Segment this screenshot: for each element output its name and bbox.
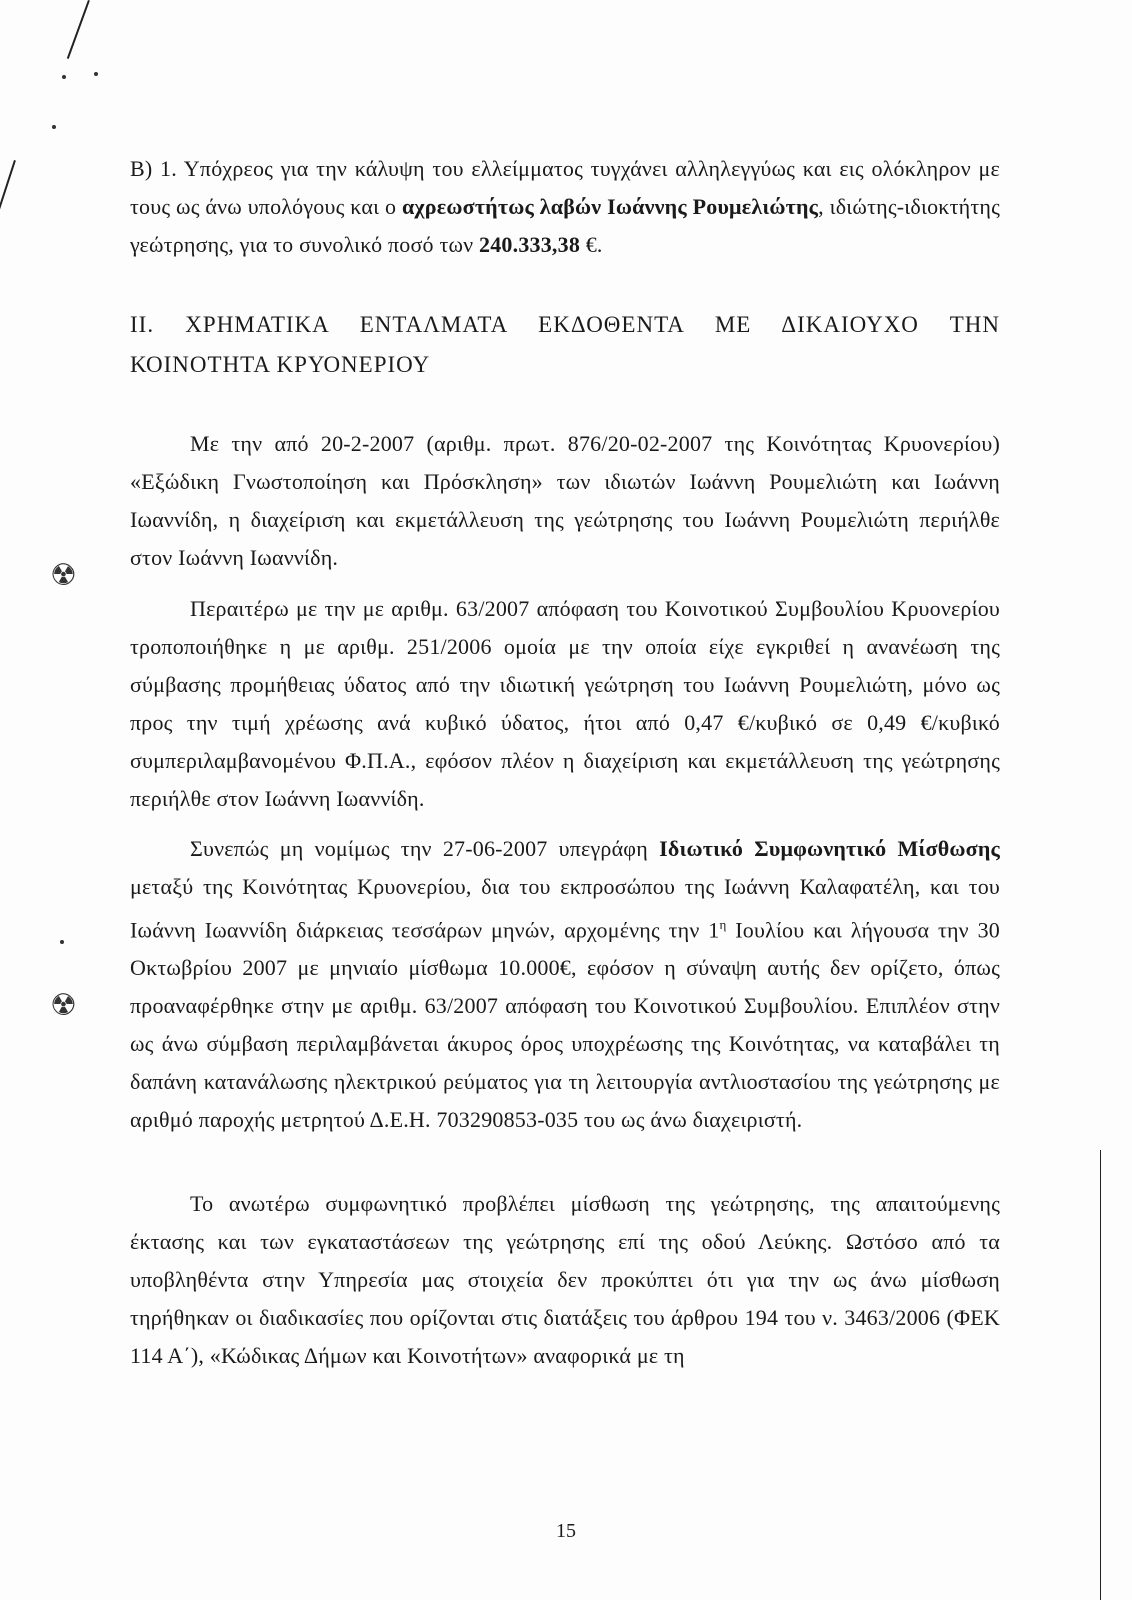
paragraph-3 [130, 830, 1000, 1139]
scan-dot [94, 72, 98, 76]
section-b-currency: €. [580, 232, 603, 257]
section-ii-heading [130, 305, 1000, 385]
margin-annotation-icon: ☢ [50, 558, 77, 593]
scan-dot [52, 125, 56, 129]
paragraph-3-bold: Ιδιωτικό Συμφωνητικό Μίσθωσης [659, 836, 1000, 861]
section-b-bold-name: αχρεωστήτως λαβών Ιωάννης Ρουμελιώτης [401, 194, 819, 219]
paragraph-4 [130, 1185, 1000, 1375]
section-b-rest: , ιδιώτης-ιδιοκτήτης γεώτρησης, για το συνολικό ποσό των [130, 194, 1000, 257]
page-number: 15 [556, 1520, 576, 1542]
paragraph-4-text: Το ανωτέρω συμφωνητικό προβλέπει μίσθωση της γεώτρησης, της απαιτούμενης έκτασης και των εγκαταστάσεων της γεώτρησης επί της οδού Λεύκης. Ωστόσο από τα υποβληθέντα στην Υπηρεσία μας στοιχεία δεν προκύπτει ότι για την ως άνω μίσθωση τηρήθηκαν οι διαδικασίες που ορίζονται στις διατάξεις του άρθρου 194 του ν. 3463/2006 (ΦΕΚ 114 Α΄), «Κώδικας Δήμων και Κοινοτήτων» αναφορικά με τη [130, 1191, 1000, 1368]
section-ii-heading-text: ΙΙ. ΧΡΗΜΑΤΙΚΑ ΕΝΤΑΛΜΑΤΑ ΕΚΔΟΘΕΝΤΑ ΜΕ ΔΙΚΑΙΟΥΧΟ ΤΗΝ ΚΟΙΝΟΤΗΤΑ ΚΡΥΟΝΕΡΙΟΥ [130, 312, 1000, 377]
section-b-text: Υπόχρεος για την κάλυψη του ελλείμματος τυγχάνει αλληλεγγύως και εις ολόκληρον με τους ως άνω υπολόγους και ο [130, 156, 1000, 219]
paragraph-2 [130, 590, 1000, 818]
paragraph-3-mid: μεταξύ της Κοινότητας Κρυονερίου, δια του εκπροσώπου της Ιωάννη Καλαφατέλη, και του Ιωάννη Ιωαννίδη διάρκειας τεσσάρων μηνών, αρχομένης την 1 [130, 874, 1000, 943]
section-b-prefix: Β) 1. [130, 156, 184, 181]
paragraph-3-start: Συνεπώς μη νομίμως την 27-06-2007 υπεγράφη [190, 836, 660, 861]
paragraph-1-text: Με την από 20-2-2007 (αριθμ. πρωτ. 876/20-02-2007 της Κοινότητας Κρυονερίου) «Εξώδικη Γνωστοποίηση και Πρόσκληση» των ιδιωτών Ιωάννη Ρουμελιώτη και Ιωάννη Ιωαννίδη, η διαχείριση και εκμετάλλευση της γεώτρησης του Ιωάννη Ρουμελιώτη περιήλθε στον Ιωάννη Ιωαννίδη. [130, 431, 1000, 570]
section-b-paragraph [130, 150, 1000, 264]
margin-annotation-icon: ☢ [50, 988, 77, 1023]
paragraph-1 [130, 425, 1000, 577]
scan-dot [62, 75, 66, 79]
scan-dot [60, 940, 64, 944]
paragraph-2-text: Περαιτέρω με την με αριθμ. 63/2007 απόφαση του Κοινοτικού Συμβουλίου Κρυονερίου τροποποιήθηκε η με αριθμ. 251/2006 ομοία με την οποία είχε εγκριθεί η ανανέωση της σύμβασης προμήθειας ύδατος από την ιδιωτική γεώτρηση του Ιωάννη Ρουμελιώτη, μόνο ως προς την τιμή χρέωσης ανά κυβικό ύδατος, ήτοι από 0,47 €/κυβικό σε 0,49 €/κυβικό συμπεριλαμβανομένου Φ.Π.Α., εφόσον πλέον η διαχείριση και εκμετάλλευση της γεώτρησης περιήλθε στον Ιωάννη Ιωαννίδη. [130, 596, 1000, 811]
paragraph-3-end: Ιουλίου και λήγουσα την 30 Οκτωβρίου 2007 με μηνιαίο μίσθωμα 10.000€, εφόσον η σύναψη αυτής δεν ορίζετο, όπως προαναφέρθηκε στην με αριθμ. 63/2007 απόφαση του Κοινοτικού Συμβουλίου. Επιπλέον στην ως άνω σύμβαση περιλαμβάνεται άκυρος όρος υποχρέωσης της Κοινότητας, να καταβάλει τη δαπάνη κατανάλωσης ηλεκτρικού ρεύματος για τη λειτουργία αντλιοστασίου της γεώτρησης με αριθμό παροχής μετρητού Δ.Ε.Η. 703290853-035 του ως άνω διαχειριστή. [130, 917, 1000, 1133]
scan-mark-top [67, 0, 90, 59]
paragraph-3-superscript: η [719, 917, 727, 932]
scan-mark-left [0, 160, 16, 214]
section-b-amount: 240.333,38 [479, 232, 581, 257]
